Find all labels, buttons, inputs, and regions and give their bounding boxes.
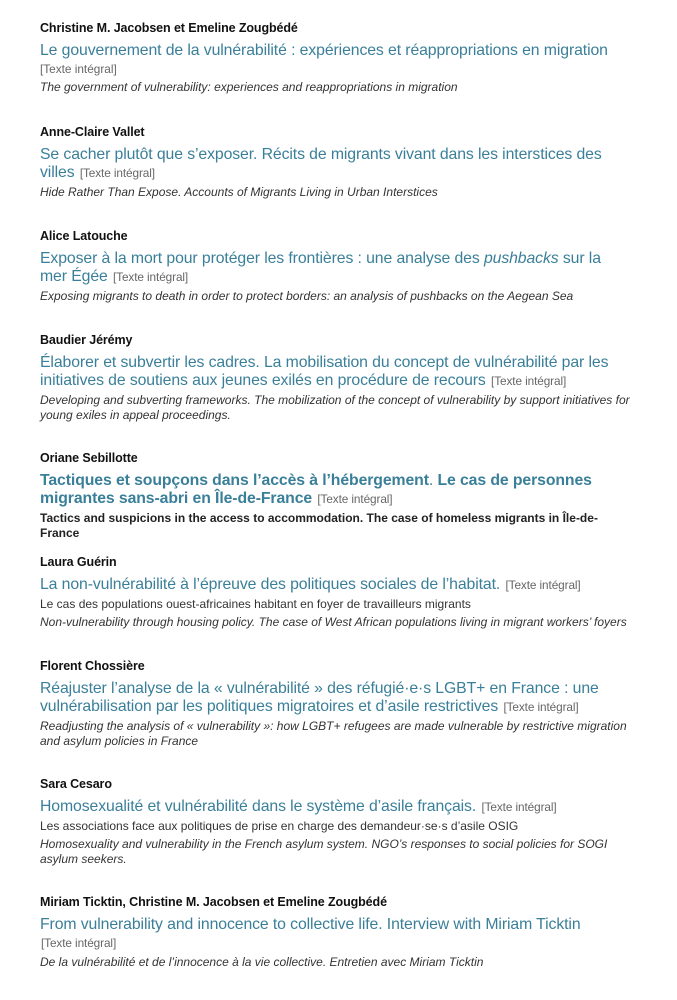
- article-title-link[interactable]: From vulnerability and innocence to collective life. Interview with Miriam Ticktin: [40, 916, 581, 933]
- toc-entry: [40, 450, 630, 540]
- fulltext-link[interactable]: [Texte intégral]: [40, 62, 117, 76]
- title-text: sur la mer Égée: [40, 250, 601, 285]
- article-translation: Tactics and suspicions in the access to accommodation. The case of homeless migrants in Île-de-France: [40, 511, 598, 540]
- article-title: [40, 146, 630, 182]
- article-title: [40, 472, 630, 508]
- title-text: Exposer à la mort pour protéger les frontières : une analyse des: [40, 250, 484, 267]
- article-title: [40, 916, 630, 952]
- article-title: [40, 354, 630, 390]
- article-title: [40, 42, 630, 60]
- article-authors: Laura Guérin: [40, 555, 117, 569]
- article-translation: De la vulnérabilité et de l’innocence à la vie collective. Entretien avec Miriam Ticktin: [40, 955, 484, 969]
- fulltext-link[interactable]: [Texte intégral]: [79, 166, 155, 180]
- article-subtitle: Le cas des populations ouest-africaines habitant en foyer de travailleurs migrants: [40, 597, 471, 611]
- article-title-link[interactable]: Élaborer et subvertir les cadres. La mobilisation du concept de vulnérabilité par les initiatives de soutiens aux jeunes exilés en procédure de recours: [40, 354, 609, 389]
- toc-entry: [40, 124, 630, 200]
- toc-entry: [40, 20, 630, 95]
- article-translation: Homosexuality and vulnerability in the French asylum system. NGO’s responses to social policies for SOGI asylum seekers.: [40, 837, 608, 866]
- article-translation: Exposing migrants to death in order to protect borders: an analysis of pushbacks on the Aegean Sea: [40, 289, 574, 303]
- fulltext-link[interactable]: [Texte intégral]: [112, 270, 189, 284]
- article-translation: Readjusting the analysis of « vulnerability »: how LGBT+ refugees are made vulnerable by restrictive migration and asylum policies in France: [40, 719, 627, 748]
- article-subtitle: Les associations face aux politiques de prise en charge des demandeur·se·s d’asile OSIG: [40, 819, 519, 833]
- title-text: Le cas de personnes migrantes sans-abri en Île-de-France: [40, 472, 592, 507]
- toc-entry: [40, 228, 630, 304]
- article-authors: Christine M. Jacobsen et Emeline Zougbédé: [40, 21, 298, 35]
- article-translation: The government of vulnerability: experiences and reappropriations in migration: [40, 80, 458, 94]
- fulltext-link[interactable]: [Texte intégral]: [491, 374, 567, 388]
- article-authors: Alice Latouche: [40, 229, 128, 243]
- article-title-link[interactable]: Se cacher plutôt que s’exposer. Récits de migrants vivant dans les interstices des villes: [40, 146, 602, 181]
- fulltext-link[interactable]: [Texte intégral]: [317, 492, 393, 506]
- article-translation: Hide Rather Than Expose. Accounts of Migrants Living in Urban Interstices: [40, 185, 438, 199]
- article-authors: Florent Chossière: [40, 659, 145, 673]
- fulltext-link[interactable]: [Texte intégral]: [505, 578, 581, 592]
- article-authors: Baudier Jérémy: [40, 333, 133, 347]
- article-title-link[interactable]: [40, 472, 592, 507]
- article-authors: Anne-Claire Vallet: [40, 125, 145, 139]
- toc-entry: [40, 332, 630, 422]
- toc-entry: [40, 776, 630, 866]
- article-title: [40, 680, 630, 716]
- toc-entry: [40, 658, 630, 748]
- article-title-link[interactable]: La non-vulnérabilité à l’épreuve des politiques sociales de l’habitat.: [40, 576, 501, 593]
- article-translation: Developing and subverting frameworks. The mobilization of the concept of vulnerability by support initiatives for young exiles in appeal proceedings.: [40, 393, 630, 422]
- title-italic-term: pushbacks: [483, 250, 559, 267]
- fulltext-link[interactable]: [Texte intégral]: [481, 800, 557, 814]
- article-title-link[interactable]: Homosexualité et vulnérabilité dans le système d’asile français.: [40, 798, 477, 815]
- title-separator: .: [428, 472, 438, 489]
- article-translation: Non-vulnerability through housing policy. The case of West African populations living in migrant workers’ foyers: [40, 615, 627, 629]
- article-authors: Oriane Sebillotte: [40, 451, 138, 465]
- fulltext-link[interactable]: [Texte intégral]: [41, 936, 117, 950]
- article-title: [40, 250, 630, 286]
- article-authors: Miriam Ticktin, Christine M. Jacobsen et Emeline Zougbédé: [40, 895, 387, 909]
- article-authors: Sara Cesaro: [40, 777, 112, 791]
- fulltext-link[interactable]: [Texte intégral]: [503, 700, 579, 714]
- toc-entry: [40, 894, 630, 970]
- article-title-link[interactable]: Réajuster l’analyse de la « vulnérabilité » des réfugié·e·s LGBT+ en France : une vulnérabilisation par les politiques migratoires et d’asile restrictives: [40, 680, 599, 715]
- toc-entry: [40, 554, 630, 630]
- title-text: Tactiques et soupçons dans l’accès à l’hébergement: [40, 472, 429, 489]
- article-title: [40, 576, 630, 594]
- article-title: [40, 798, 630, 816]
- article-title-link[interactable]: Le gouvernement de la vulnérabilité : expériences et réappropriations en migration: [40, 42, 608, 59]
